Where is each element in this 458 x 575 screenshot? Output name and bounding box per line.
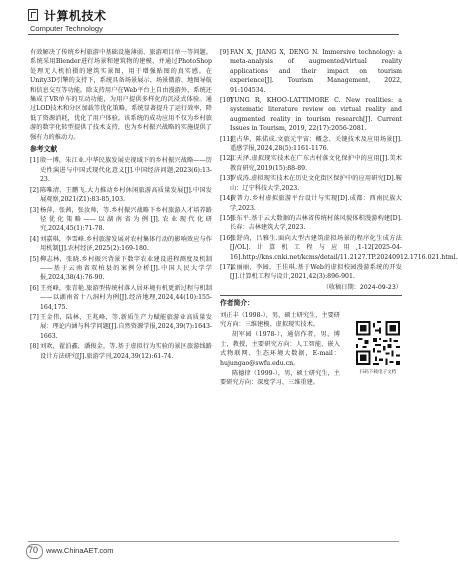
reference-number: [2] [30,186,39,194]
received-date: （收稿日期：2024-09-23） [322,283,402,291]
reference-number: [11] [220,135,233,143]
header-divider [28,34,399,35]
reference-number: [8] [30,343,39,351]
reference-item [30,206,212,234]
authors-heading: 作者简介： [220,299,254,308]
reference-text: 陈唯清，王鹏飞.大力推动乡村休闲旅游高质量发展[J].中国发展观察,2021(Z1):83-85,103. [40,186,212,204]
author-divider [220,295,402,296]
reference-text: FAN X, JIANG X, DENG N. Immersive technology: a meta-analysis of augmented/virtual reality applications and their impact on tourism experience[J]. Tourism Management, 2022, 91:104534. [230,49,402,94]
reference-item [220,234,458,262]
reference-item [220,96,402,134]
journal-logo-icon [28,9,38,21]
body-paragraph: 有效解决了传统乡村旅游中基础设施薄弱、旅游项目单一等问题。系统采用Blender进行场景和建筑物的建模，并通过PhotoShop处理无人机拍摄的建筑实景图，用于增强贴图的真实感。在Unity3D引擎的支持下，系统具备场景展示、场景微游、地图导航和信息交互等功能。除支持用户在Web平台上自由漫游外，系统还集成了VR单车的互动功能，为用户提供多样化的沉浸式体验。通过LOD技术和分区加载等优化策略，系统显著提升了运行效率，降低了资源消耗，优化了用户体验。该系统的成功应用不仅为乡村旅游的数字化转型提供了技术支持，也为乡村振兴战略的实施提供了强有力的推动力。 [30,49,212,141]
author-entry: 陈德律（1999-），男，硕士研究生，主要研究方向：深度学习、三维重建。 [220,370,340,387]
reference-text: 王金伟，陆林，王兆峰，等.新质生产力赋能旅游业高质量发展：理论内涵与科学问题[J].自然资源学报,2024,39(7):1643-1663. [40,313,212,340]
reference-text: 柳志林，张晓.乡村振兴背景下数字农业建设进程测度及机制——基于云南省双柏县的案例分析[J].中国人民大学学报,2024,38(4):76-90. [40,255,212,282]
reference-item [30,313,212,341]
reference-text: 刘欢，翟泊鑫，潘俊金，等.基于虚拟行为实验的景区旅游线路设计方法研究[J].旅游学刊,2024,39(12):61-74. [40,343,212,360]
reference-text: YUNG R, KHOO-LATTIMORE C. New realities: a systematic literature review on virtual reality and augmented reality in tourism research[J]. Current Issues in Tourism, 2019, 22(17):2056-2081. [230,97,402,133]
reference-text: 罗成涛.虚拟现实技术在历史文化街区保护中的应用研究[D].鞍山：辽宁科技大学,2023. [230,175,402,192]
reference-number: [7] [30,313,39,321]
reference-text: 刘嘉琪，李雪峰.乡村旅游发展对农村集体行动的影响效应与作用机制[J].农村经济,2025(2):169-180. [40,235,212,253]
reference-number: [6] [30,284,39,292]
qr-block [354,321,402,375]
author-list [220,311,340,388]
reference-text: 范占华，陈偌成.文旅元宇宙：概念、关键技术及应用场景[J].遥感学报,2024,28(5):1161-1176. [230,135,402,153]
reference-number: [12] [220,155,233,163]
reference-number: [5] [30,255,39,263]
reference-item [30,235,212,254]
reference-text: 江天泽.虚拟现实技术在广东古村落文化保护中的应用[J].美术教育研究,2019(15):88-89. [230,155,402,172]
author-entry: 胡军园（1978-），通信作者，男，博士，教授，主要研究方向：人工智能、嵌入式物联网、生态环境大数据，E-mail：hujungao@swfu.edu.cn。 [220,331,340,367]
reference-number: [10] [220,97,233,105]
reference-number: [1] [30,157,39,165]
reference-number: [15] [220,214,233,222]
page-number: 70 [28,545,39,555]
reference-item [220,48,402,95]
author-info [220,299,402,388]
reference-number: [4] [30,235,39,243]
reference-number: [9] [220,49,229,56]
references-heading: 参考文献 [30,145,58,154]
reference-number: [3] [30,206,39,214]
left-column [30,48,212,362]
reference-item [220,194,402,213]
reference-number: [17] [220,263,233,271]
author-entry: 刘正丰（1998-），男，硕士研究生，主要研究方向：三维建模、虚拟现实技术。 [220,311,340,328]
reference-item [30,284,212,312]
reference-text: 张舒尚，吕雅生.面向大型古建筑虚拟场景的程序化生成方法[J/OL].计算机工程与应用,1-12[2025-04-16].http://kns.cnki.net/kcms/detail/11.2127.TP.20240912.1716.021.html. [230,234,458,261]
qr-code-icon[interactable] [356,321,400,365]
reference-item [220,135,402,154]
footer-divider [28,541,399,542]
reference-item [220,214,402,233]
section-title: 计算机技术 [44,9,107,23]
reference-item [220,263,402,282]
reference-text: 张东平.基于云大数据的吉林省传统村落风貌体积漫游构建[D].长春：吉林建筑大学,2023. [230,214,402,232]
qr-caption: 扫码下载电子文档 [359,369,397,375]
reference-item [220,154,402,173]
reference-item [30,156,212,184]
reference-text: 孟丽丽，李园，王佳琪.基于Web的虚拟校园漫游系统的开发[J].计算机工程与设计,2021,42(3):896-901. [230,263,402,281]
reference-item [220,174,402,193]
references-list-continued [220,48,458,282]
reference-item [30,186,212,205]
reference-number: [14] [220,195,233,203]
reference-item [30,255,212,283]
reference-text: 黄普力.乡村虚拟旅游平台设计与实现[D].成都：西南民族大学,2023. [230,195,402,212]
reference-item [30,342,212,361]
reference-text: 殷一博，朱江业.中华民族发展史视域下的乡村振兴战略——历史性演进与中国式现代化意义[J].中国经济问题,2023(6):13-23. [40,157,212,184]
section-subtitle: Computer Technology [30,24,103,33]
right-column [220,48,458,389]
references-list [30,156,212,361]
reference-number: [13] [220,175,233,183]
reference-text: 王亮峰，张青艳.旅游型传统村落人居环境有机更新过程与机制——以湖南省十八洞村为例[J].经济地理,2024,44(10):155-164,175. [40,284,212,311]
reference-number: [16] [220,234,233,242]
reference-text: 杨萍，张茜，张汝帅，等.乡村振兴战略下乡村旅游人才培养路径优化策略——以湖南省为例[J].农业现代化研究,2024,45(1):71-78. [40,206,212,233]
journal-url-link[interactable]: www.ChinaAET.com [46,546,114,555]
